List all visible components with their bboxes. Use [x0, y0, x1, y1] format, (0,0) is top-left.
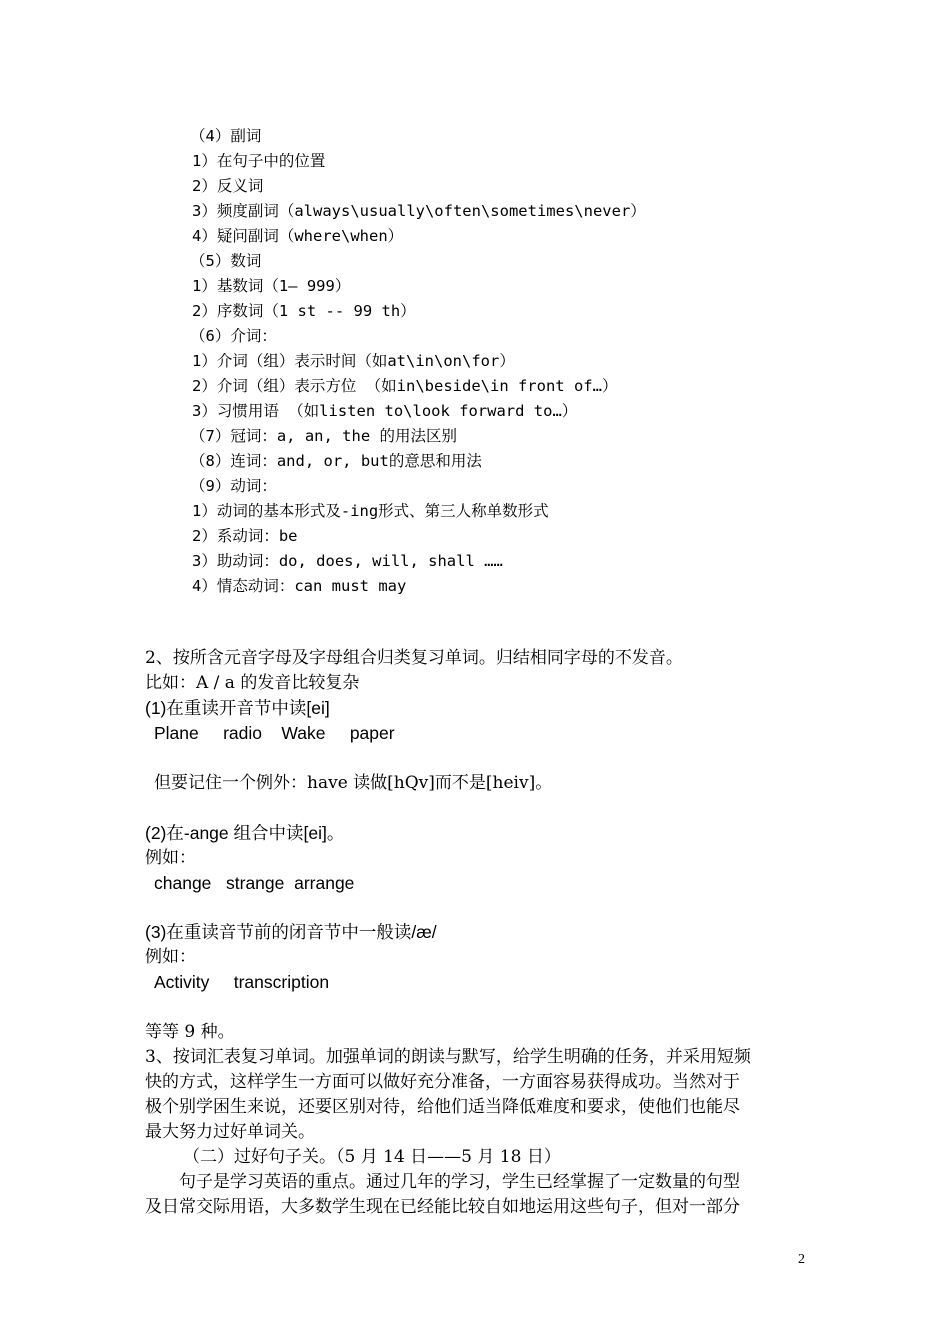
section2-rule-3: (3)在重读音节前的闭音节中一般读/æ/: [145, 922, 437, 942]
section2-words-3: Activity transcription: [154, 972, 330, 992]
adverb-item: 2）反义词: [192, 177, 264, 195]
part2-heading: （二）过好句子关。（5 月 14 日——5 月 18 日）: [183, 1147, 561, 1167]
verb-item: 2）系动词：be: [192, 527, 298, 545]
section2-rule-2: (2)在-ange 组合中读[ei]。: [145, 823, 345, 843]
adverb-item: 3）频度副词（always\usually\often\sometimes\never）: [192, 202, 646, 220]
section3-line: 极个别学困生来说，还要区别对待，给他们适当降低难度和要求，使他们也能尽: [145, 1097, 740, 1117]
preposition-title: （6）介词：: [190, 327, 277, 345]
section2-exception: 但要记住一个例外：have 读做[hQv]而不是[heiv]。: [154, 773, 553, 793]
conjunction-line: （8）连词：and, or, but的意思和用法: [190, 452, 482, 470]
section2-intro: 2、按所含元音字母及字母组合归类复习单词。归结相同字母的不发音。: [145, 648, 683, 668]
section3-line: 最大努力过好单词关。: [145, 1122, 315, 1142]
verb-title: （9）动词：: [190, 477, 277, 495]
preposition-item: 3）习惯用语 （如listen to\look forward to…）: [192, 402, 578, 420]
verb-item: 3）助动词：do, does, will, shall ……: [192, 552, 503, 570]
verb-item: 4）情态动词：can must may: [192, 577, 407, 595]
section2-example-label: 例如：: [145, 947, 196, 967]
numeral-item: 1）基数词（1— 999）: [192, 277, 351, 295]
section2-summary: 等等 9 种。: [145, 1022, 235, 1042]
numeral-title: （5）数词: [190, 252, 262, 270]
section2-example-label: 例如：: [145, 848, 196, 868]
section2-words-1: Plane radio Wake paper: [154, 723, 395, 743]
preposition-item: 1）介词（组）表示时间（如at\in\on\for）: [192, 352, 515, 370]
section3-line: 3、按词汇表复习单词。加强单词的朗读与默写，给学生明确的任务，并采用短频: [145, 1047, 751, 1067]
adverb-item: 4）疑问副词（where\when）: [192, 227, 404, 245]
section2-rule-1: (1)在重读开音节中读[ei]: [145, 698, 330, 718]
page-number: 2: [798, 1252, 805, 1267]
section2-words-2: change strange arrange: [154, 873, 355, 893]
numeral-item: 2）序数词（1 st -- 99 th）: [192, 302, 416, 320]
adverb-title: （4）副词: [190, 127, 262, 145]
part2-paragraph-line: 句子是学习英语的重点。通过几年的学习，学生已经掌握了一定数量的句型: [179, 1172, 740, 1192]
section3-line: 快的方式，这样学生一方面可以做好充分准备，一方面容易获得成功。当然对于: [145, 1072, 740, 1092]
article-line: （7）冠词：a, an, the 的用法区别: [190, 427, 457, 445]
section2-example-a: 比如：A / a 的发音比较复杂: [145, 673, 360, 693]
preposition-item: 2）介词（组）表示方位 （如in\beside\in front of…）: [192, 377, 618, 395]
part2-paragraph-line: 及日常交际用语，大多数学生现在已经能比较自如地运用这些句子，但对一部分: [145, 1197, 740, 1217]
verb-item: 1）动词的基本形式及-ing形式、第三人称单数形式: [192, 502, 549, 520]
adverb-item: 1）在句子中的位置: [192, 152, 326, 170]
